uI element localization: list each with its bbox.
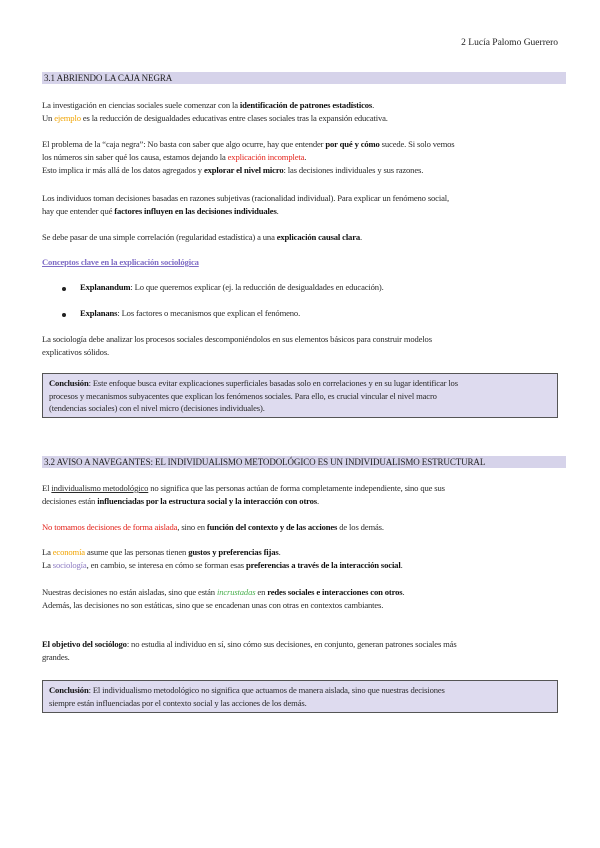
paragraph: El individualismo metodológico no significa que las personas actúan de forma completamente independiente, sino que sus decisiones están influenciadas por la estructura social y la interacción con otros. <box>42 483 445 506</box>
bullet-marker <box>62 313 66 317</box>
paragraph: Se debe pasar de una simple correlación (regularidad estadística) a una explicación causal clara. <box>42 232 363 242</box>
bullet-marker <box>62 287 66 291</box>
conclusion-box: Conclusión: Este enfoque busca evitar explicaciones superficiales basadas solo en correlaciones y en su lugar identificar los procesos y mecanismos subyacentes que explican los fenómenos sociales. Para ello, es crucial vincular el nivel macro (tendencias sociales) con el nivel micro (decisiones individuales). <box>42 373 558 418</box>
paragraph: Nuestras decisiones no están aisladas, sino que están incrustadas en redes sociales e interacciones con otros. Además, las decisiones no son estáticas, sino que se encadenan unas con otras en contextos cambiantes. <box>42 587 405 610</box>
section-heading-3-1: 3.1 ABRIENDO LA CAJA NEGRA <box>42 72 566 84</box>
paragraph: La investigación en ciencias sociales suele comenzar con la identificación de patrones estadísticos. Un ejemplo es la reducción de desigualdades educativas entre clases sociales tras la expansión educativa. <box>42 100 388 123</box>
paragraph: El problema de la “caja negra”: No basta con saber que algo ocurre, hay que entender por qué y cómo sucede. Si solo vemos los números sin saber qué los causa, estamos dejando la explicación incompleta. Esto implica ir más allá de los datos agregados y explorar el nivel micro: las decisiones individuales y sus razones. <box>42 139 455 175</box>
page-header-author: 2 Lucía Palomo Guerrero <box>461 38 558 48</box>
section-heading-3-2: 3.2 AVISO A NAVEGANTES: EL INDIVIDUALISMO METODOLÓGICO ES UN INDIVIDUALISMO ESTRUCTURAL <box>42 456 566 468</box>
paragraph: Los individuos toman decisiones basadas en razones subjetivas (racionalidad individual). Para explicar un fenómeno social, hay que entender qué factores influyen en las decisiones individuales. <box>42 193 449 216</box>
conclusion-box: Conclusión: El individualismo metodológico no significa que actuamos de manera aislada, sino que nuestras decisiones siempre están influenciadas por el contexto social y las acciones de los demás. <box>42 680 558 713</box>
paragraph: No tomamos decisiones de forma aislada, sino en función del contexto y de las acciones de los demás. <box>42 522 384 532</box>
paragraph: El objetivo del sociólogo: no estudia al individuo en sí, sino cómo sus decisiones, en conjunto, generan patrones sociales más grandes. <box>42 639 457 662</box>
paragraph: La economía asume que las personas tienen gustos y preferencias fijas. La sociología, en cambio, se interesa en cómo se forman esas preferencias a través de la interacción social. <box>42 547 403 570</box>
list-item: Explanandum: Lo que queremos explicar (ej. la reducción de desigualdades en educación). <box>80 282 384 292</box>
list-item: Explanans: Los factores o mecanismos que explican el fenómeno. <box>80 308 301 318</box>
concepts-heading-link[interactable]: Conceptos clave en la explicación sociológica <box>42 257 199 267</box>
paragraph: La sociología debe analizar los procesos sociales descomponiéndolos en sus elementos básicos para construir modelos explicativos sólidos. <box>42 334 432 357</box>
